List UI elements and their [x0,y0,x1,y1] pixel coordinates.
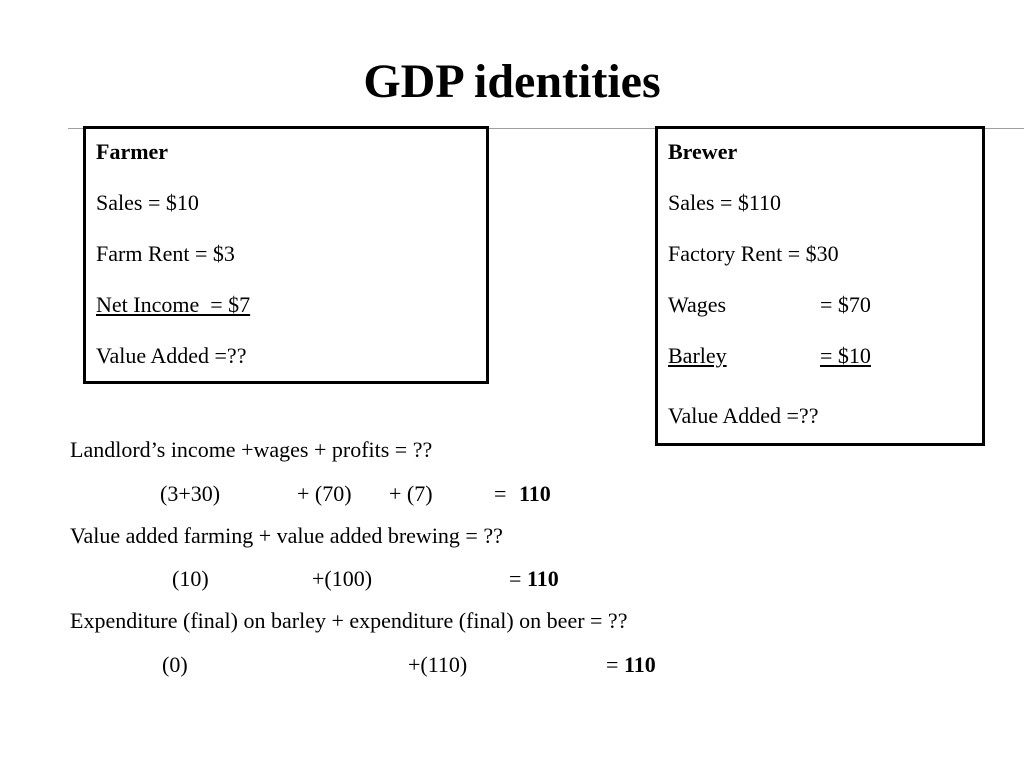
brewer-box [655,126,985,446]
identity-income-equals: = [494,481,512,506]
brewer-value-added: Value Added =?? [668,403,819,428]
identity-value-added-result: 110 [527,566,559,591]
identity-expenditure-term: (0) [162,652,188,677]
farmer-sales: Sales = $10 [96,190,199,215]
farmer-value-added: Value Added =?? [96,343,247,368]
identity-income-result: 110 [519,481,551,506]
farmer-heading: Farmer [96,139,169,164]
identity-income-statement: Landlord’s income +wages + profits = ?? [70,437,433,462]
farmer-rent: Farm Rent = $3 [96,241,235,266]
identity-expenditure-statement: Expenditure (final) on barley + expenditure (final) on beer = ?? [70,608,628,633]
brewer-rent: Factory Rent = $30 [668,241,839,266]
brewer-wages-value: = $70 [820,292,871,317]
identity-value-added-term: (10) [172,566,209,591]
slide-title: GDP identities [363,55,661,108]
identity-value-added-equals: = [509,566,522,591]
identity-expenditure-term: +(110) [408,652,468,677]
identity-value-added-term: +(100) [312,566,373,591]
identity-income-term: + (70) [297,481,352,506]
identity-value-added-statement: Value added farming + value added brewing = ?? [70,523,503,548]
brewer-barley-value: = $10 [820,343,871,368]
identity-income-term: + (7) [389,481,433,506]
identity-expenditure-result: 110 [624,652,656,677]
identity-expenditure-equals: = [606,652,619,677]
brewer-wages-label: Wages [668,292,727,317]
brewer-heading: Brewer [668,139,738,164]
identity-income-term: (3+30) [160,481,221,506]
farmer-net-income: Net Income = $7 [96,292,251,317]
brewer-barley-label: Barley [668,343,727,368]
brewer-sales: Sales = $110 [668,190,782,215]
